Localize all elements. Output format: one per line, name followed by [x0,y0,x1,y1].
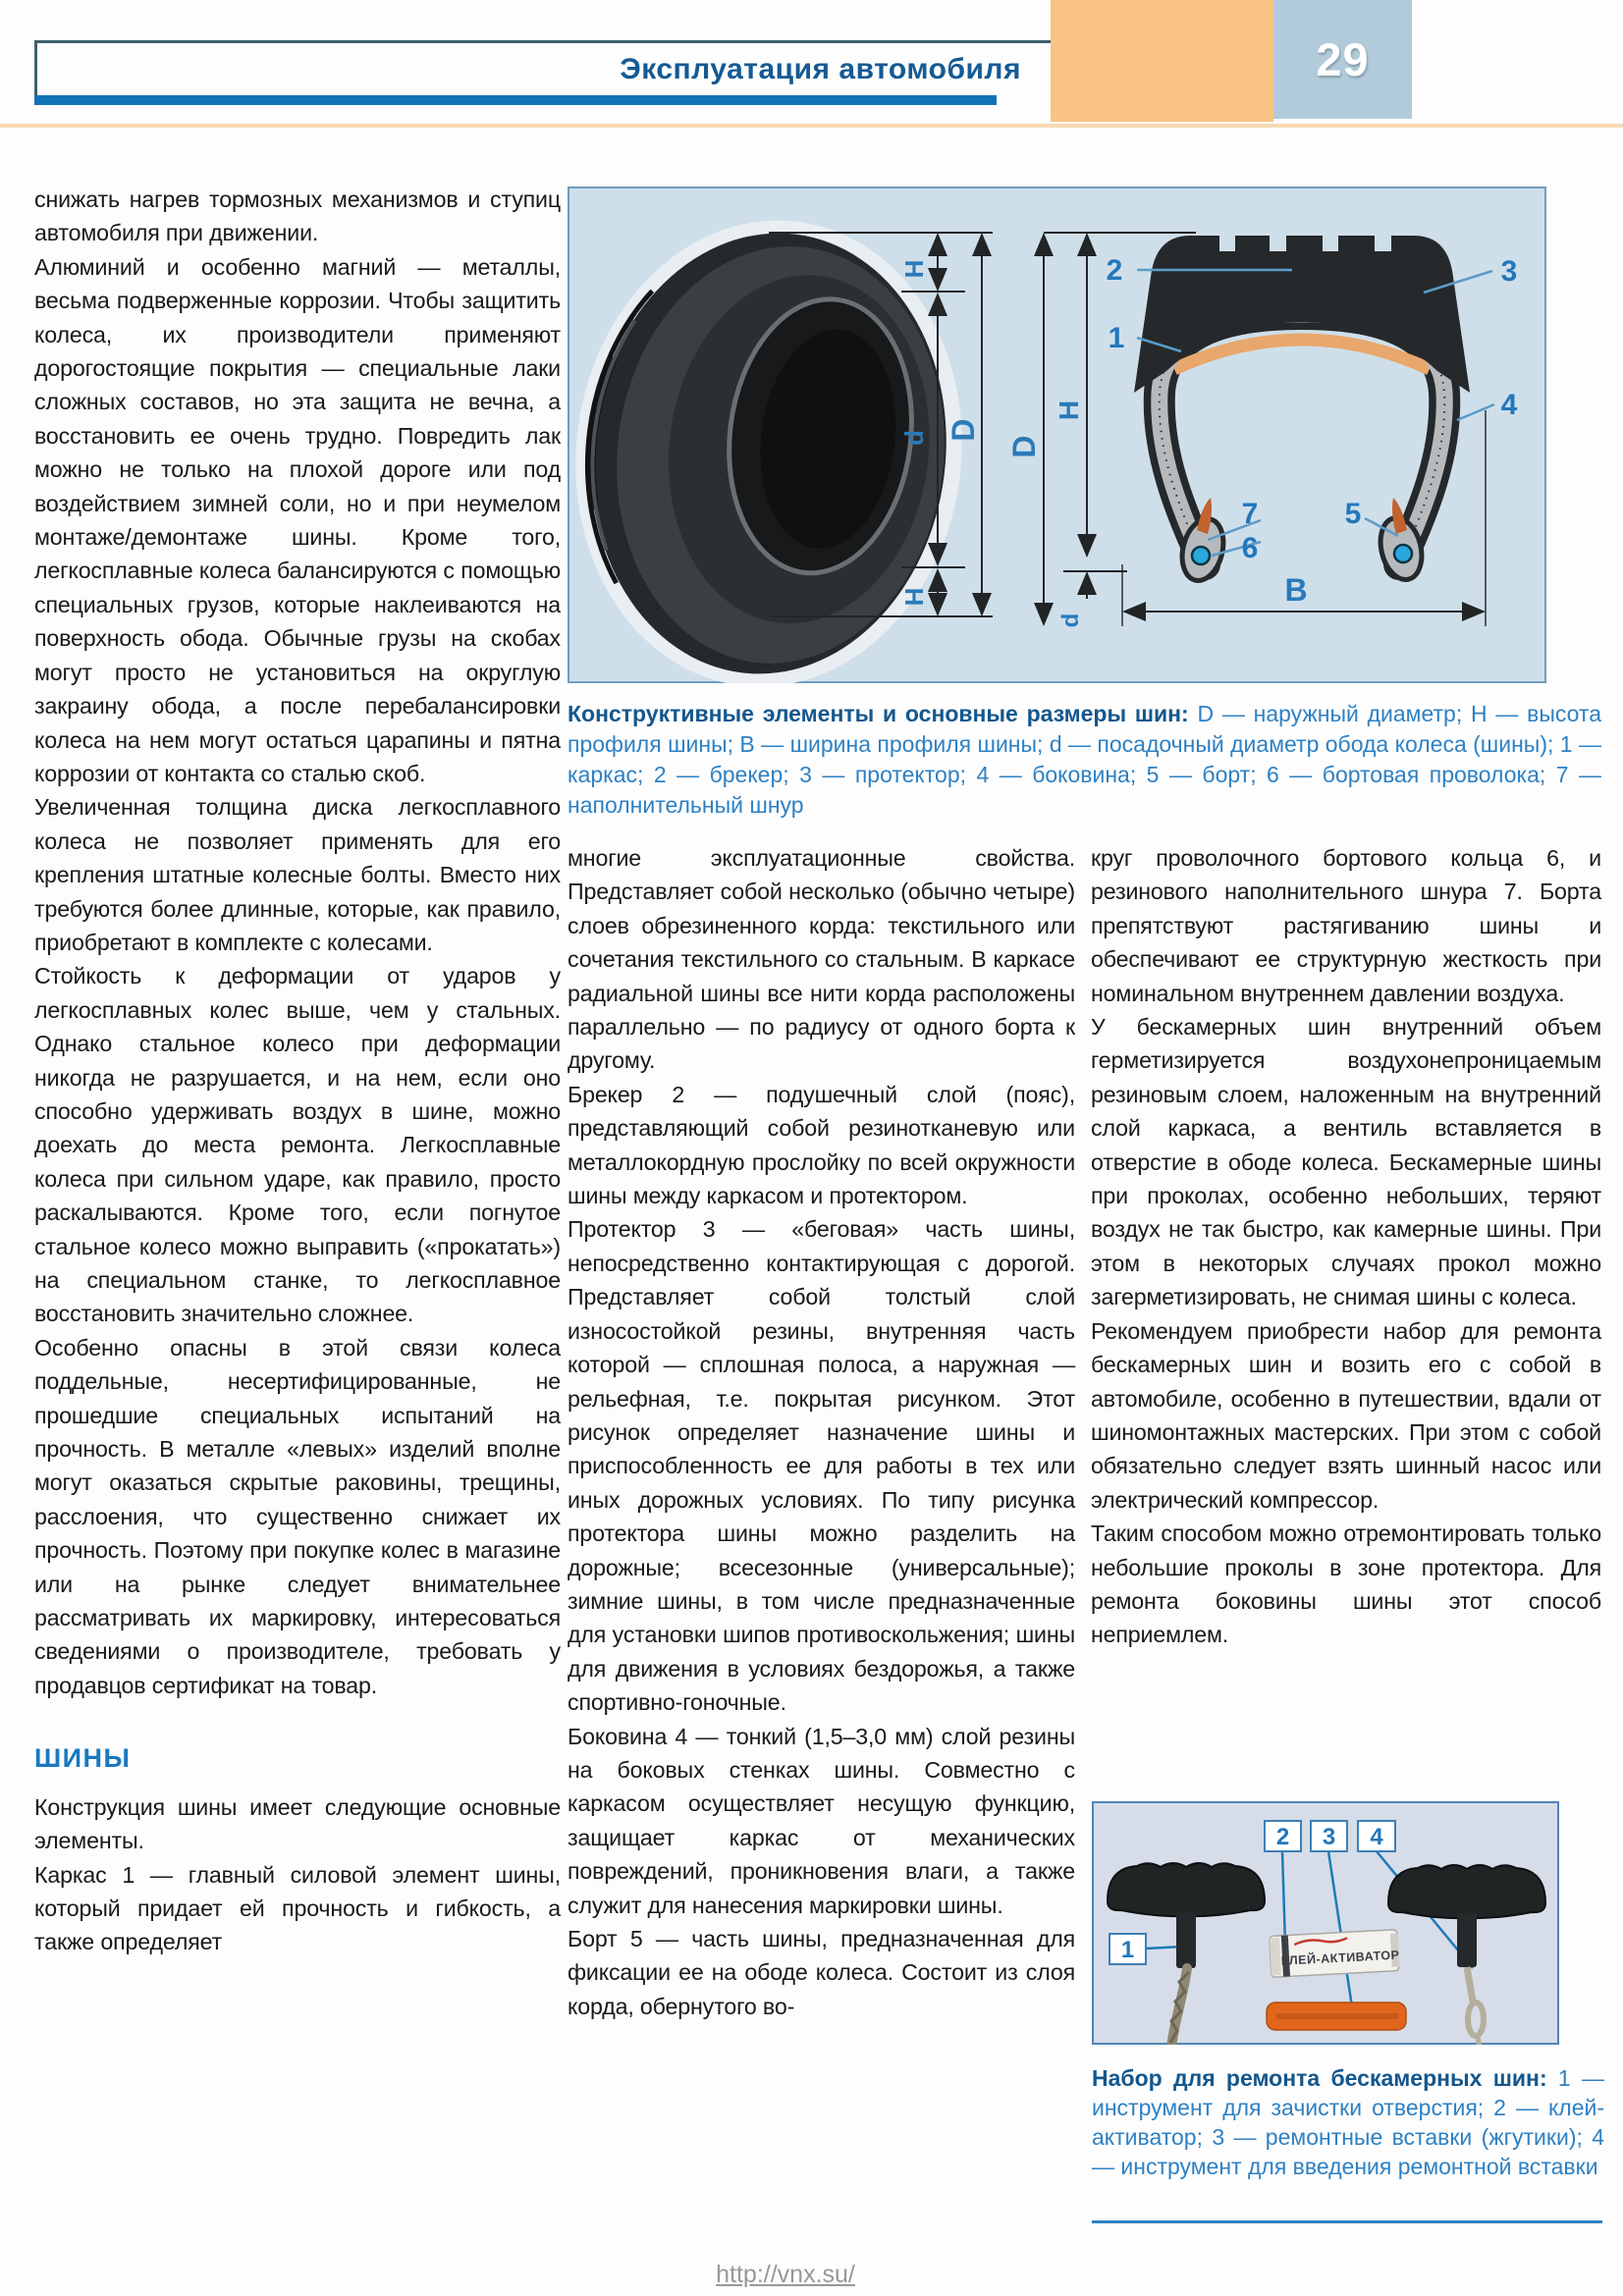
paragraph: Таким способом можно отремонтировать только небольшие проколы в зоне протектора. Для ремонта боковины шины этот способ неприемлем. [1091,1521,1601,1648]
paragraph: Стойкость к деформации от ударов у легкосплавных колес выше, чем у стальных. Однако стальное колесо при деформации никогда не разрушается, и на нем, если оно способно удерживать воздух в шине, можно доехать до места ремонта. Легкосплавные колеса при сильном ударе, как правило, просто раскалываются. Кроме того, если погнутое стальное колесо можно выправить («прокатать») на специальном станке, то легкосплавное восстановить значительно сложнее. [34,963,561,1327]
paragraph: Увеличенная толщина диска легкосплавного колеса не позволяет применять для его крепления штатные колесные болты. Вместо них требуются более длинные, которые, как правило, приобретают в комплекте с колесами. [34,794,561,955]
footer-watermark: http://vnx.su/ [716,2261,855,2288]
dim-label-d-section: d [1057,613,1084,628]
callout-2: 2 [1106,254,1123,287]
figure-repair-kit [1092,1801,1559,2045]
paragraph: Алюминий и особенно магний — металлы, весьма подверженные коррозии. Чтобы защитить колеса, их производители применяют дорогостоящие покрытия — специальные лаки сложных составов, но эта защита не вечна, а восстановить ее очень трудно. Повредить лак можно не только на плохой дороге или под воздействием зимней соли, но и при неумелом монтаже/демонтаже шины. Кроме того, легкосплавные колеса балансируются с помощью специальных грузов, которые наклеиваются на поверхность обода. Обычные грузы на скобах могут просто не установиться на округлую закраину обода, а после перебалансировки колеса на нем могут остаться царапины и пятна коррозии от контакта со сталью скоб. [34,253,561,786]
callout-6: 6 [1241,532,1259,564]
page-number: 29 [1316,33,1370,85]
column-right [1091,841,1601,1652]
callout-3: 3 [1500,255,1518,288]
paragraph: многие эксплуатационные свойства. Представляет собой несколько (обычно четыре) слоев обрезиненного корда: текстильного или сочетания текстильного со стальным. В каркасе радиальной шины все нити корда расположены параллельно — по радиусу от одного борта к другому. [568,845,1075,1074]
orange-band [1051,0,1273,122]
caption-body: 1 — инструмент для зачистки отверстия; 2 — клей-активатор; 3 — ремонтные вставки (жгутики); 4 — инструмент для введения ремонтной вставки [1092,2065,1604,2179]
callout-7: 7 [1241,498,1259,530]
repair-strip [1267,2002,1406,2030]
paragraph: Боковина 4 — тонкий (1,5–3,0 мм) слой резины на боковых стенках шины. Совместно с каркасом осуществляет несущую функцию, защищает каркас от механических повреждений, проникновения влаги, а также служит для нанесения маркировки шины. [568,1723,1075,1918]
caption-rule [1092,2220,1602,2223]
dim-label-H-section: H [1054,400,1084,421]
paragraph: У бескамерных шин внутренний объем герметизируется воздухонепроницаемым резиновым слоем, наложенным на внутренний слой каркаса, а вентиль вставляется в отверстие в ободе колеса. Бескамерные шины при проколах, особенно небольших, теряют воздух не так быстро, как камерные шины. При этом в некоторых случаях прокол можно загерметизировать, не снимая шины с колеса. [1091,1014,1601,1310]
bead-wire-left [1192,547,1210,564]
caption-lead: Набор для ремонта бескамерных шин: [1092,2065,1547,2091]
dim-label-D-section: D [1006,435,1042,458]
header-bottom-rule [0,124,1623,128]
dim-label-D-photo: D [946,418,981,442]
kit-callout-3: 3 [1322,1824,1336,1850]
dim-label-H-bottom: H [899,587,929,607]
section-heading-tires: ШИНЫ [34,1743,132,1774]
column-middle [568,841,1075,2023]
paragraph: снижать нагрев тормозных механизмов и ступиц автомобиля при движении. [34,187,561,246]
header-blue-bar [34,95,997,105]
dim-label-d-photo: d [899,430,929,446]
caption-body: D — наружный диаметр; H — высота профиля шины; B — ширина профиля шины; d — посадочный диаметр обода колеса (шины); 1 — каркас; 2 — брекер; 3 — протектор; 4 — боковина; 5 — борт; 6 — бортовая проволока; 7 — наполнительный шнур [568,701,1601,818]
kit-callout-2: 2 [1275,1824,1290,1850]
paragraph: Каркас 1 — главный силовой элемент шины, который придает ей прочность и гибкость, а также определяет [34,1861,561,1955]
figure-tire-construction [568,187,1546,683]
figure-caption-tire [568,699,1601,821]
paragraph: Брекер 2 — подушечный слой (пояс), представляющий собой резинотканевую или металлокордную прослойку по всей окружности шины между каркасом и протектором. [568,1081,1075,1209]
callout-4: 4 [1500,389,1518,421]
dim-label-H-top: H [899,259,929,279]
paragraph: Конструкция шины имеет следующие основные элементы. [34,1793,561,1854]
callout-1: 1 [1108,322,1125,354]
paragraph: Особенно опасны в этой связи колеса поддельные, несертифицированные, не прошедшие специальных испытаний на прочность. В металле «левых» изделий вполне могут оказаться скрытые раковины, трещины, расслоения, что существенно снижает их прочность. Поэтому при покупке колес в магазине или на рынке следует внимательнее рассматривать их маркировку, интересоваться сведениями о производителе, требовать у продавцов сертификат на товар. [34,1334,561,1698]
kit-callout-4: 4 [1370,1824,1383,1850]
caption-lead: Конструктивные элементы и основные размеры шин: [568,701,1189,726]
column-left [34,183,561,1959]
paragraph: Рекомендуем приобрести набор для ремонта бескамерных шин и возить его с собой в автомобиле, особенно в путешествии, вдали от шиномонтажных мастерских. При этом с собой обязательно следует взять шинный насос или электрический компрессор. [1091,1317,1601,1513]
page-title: Эксплуатация автомобиля [620,53,1021,85]
dim-label-B: B [1284,572,1308,608]
bead-wire-right [1394,545,1412,562]
paragraph: Борт 5 — часть шины, предназначенная для фиксации ее на ободе колеса. Состоит из слоя корда, обернутого во- [568,1926,1075,2019]
figure-caption-repair-kit [1092,2063,1604,2181]
glue-tube [1270,1930,1400,1978]
kit-callout-1: 1 [1120,1937,1135,1963]
page-number-tab [1273,0,1412,119]
callout-5: 5 [1344,498,1362,530]
paragraph: круг проволочного бортового кольца 6, и резинового наполнительного шнура 7. Борта препятствуют растягиванию шины и обеспечивают ее структурную жесткость при номинальном внутреннем давлении воздуха. [1091,845,1601,1006]
header-top-rule [34,40,1051,43]
glue-tube-label: КЛЕЙ-АКТИВАТОР [1280,1948,1400,1968]
paragraph: Протектор 3 — «беговая» часть шины, непосредственно контактирующая с дорогой. Представляет собой толстый слой износостойкой резины, внутренняя часть которой — сплошная полоса, а наружная — рельефная, т.е. покрытая рисунком. Этот рисунок определяет назначение шины и приспособленность ее для работы в тех или иных дорожных условиях. По типу рисунка протектора шины можно разделить на дорожные; всесезонные (универсальные); зимние шины, в том числе предназначенные для установки шипов противоскольжения; шины для движения в условиях бездорожья, а также спортивно-гоночные. [568,1216,1075,1716]
